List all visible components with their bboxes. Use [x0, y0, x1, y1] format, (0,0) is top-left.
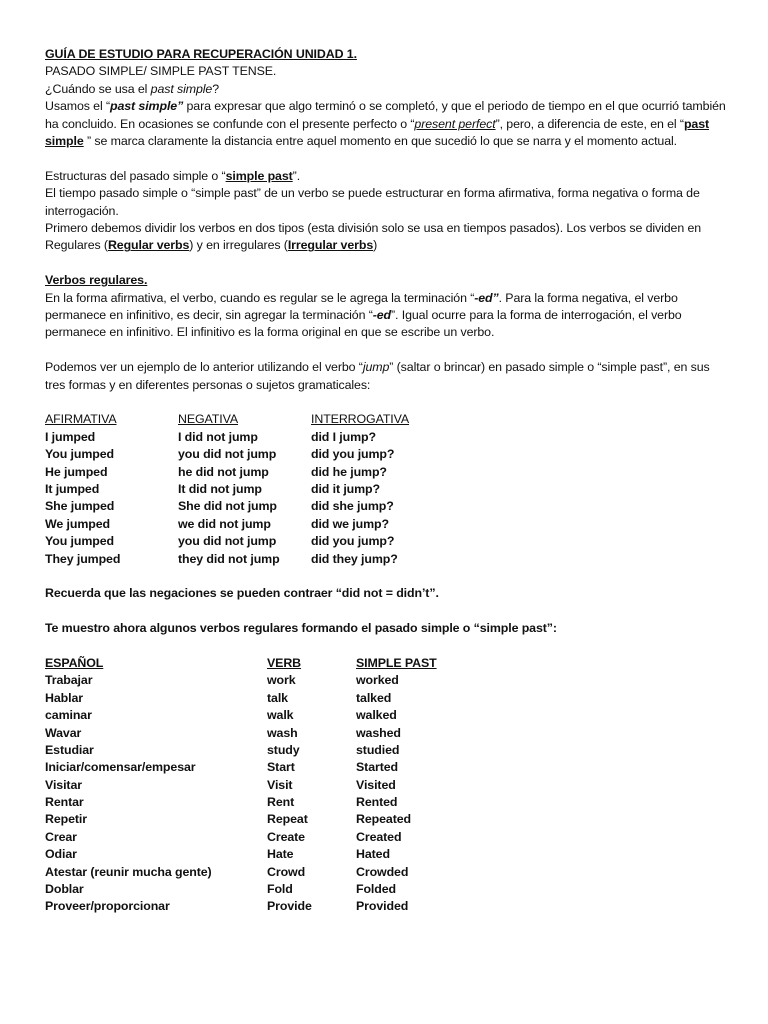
structures-b: ”. [292, 168, 301, 183]
conjugation-header-row [45, 411, 728, 428]
table-row [45, 516, 728, 533]
espanol-cell: Proveer/proporcionar [45, 899, 170, 914]
conjugation-header-negativa: NEGATIVA [178, 412, 239, 427]
table-row [45, 533, 728, 550]
structures-heading [45, 168, 728, 185]
afirmativa-cell: I jumped [45, 429, 96, 444]
table-row [45, 707, 728, 724]
table-row [45, 498, 728, 515]
interrogativa-cell: did I jump? [311, 429, 376, 444]
negativa-cell: we did not jump [178, 516, 271, 531]
table-row [45, 446, 728, 463]
jump-p2-b: ” (saltar o brincar) en pasado simple o “simple past”, en sus tres formas y en diferentes personas o sujetos gramaticales: [45, 360, 710, 392]
structures-a: Estructuras del pasado simple o “ [45, 168, 226, 183]
espanol-cell: Estudiar [45, 742, 94, 757]
afirmativa-cell: We jumped [45, 516, 110, 531]
negativa-cell: I did not jump [178, 429, 258, 444]
intro-t1: Usamos el “ [45, 99, 110, 114]
regular-p1-c: ”. Igual ocurre para la forma de interrogación, el verbo permanece en infinitivo. El infinitivo es la forma original en que se escribe un verbo. [45, 308, 682, 340]
intro-past-simple-2: past simple [45, 116, 710, 149]
regular-p1-b: . Para la forma negativa, el verbo permanece en infinitivo, es decir, sin agregar la terminación “ [45, 290, 678, 323]
intro-present-perfect: present perfect [414, 116, 496, 131]
document-subtitle: PASADO SIMPLE/ SIMPLE PAST TENSE. [45, 64, 277, 79]
espanol-cell: Doblar [45, 882, 84, 897]
irregular-verbs-label: Irregular verbs [287, 238, 374, 253]
intro-paragraph [45, 98, 728, 150]
table-row [45, 672, 728, 689]
verb-cell: Repeat [267, 812, 308, 827]
interrogativa-cell: did you jump? [311, 447, 395, 462]
afirmativa-cell: It jumped [45, 482, 100, 497]
table-row [45, 464, 728, 481]
conjugation-table [45, 411, 728, 568]
simple-past-cell: Repeated [356, 812, 411, 827]
negativa-cell: they did not jump [178, 551, 280, 566]
table-row [45, 759, 728, 776]
verbs-header-espanol: ESPAÑOL [45, 655, 104, 670]
afirmativa-cell: You jumped [45, 534, 114, 549]
verb-cell: Fold [267, 882, 293, 897]
table-row [45, 829, 728, 846]
simple-past-cell: walked [356, 708, 397, 723]
verb-cell: Rent [267, 795, 295, 810]
simple-past-cell: Hated [356, 847, 390, 862]
verbs-table [45, 655, 728, 916]
interrogativa-cell: did you jump? [311, 534, 395, 549]
espanol-cell: Odiar [45, 847, 77, 862]
verb-cell: work [267, 673, 296, 688]
table-row [45, 881, 728, 898]
structures-simple-past: simple past [225, 168, 293, 183]
contraction-a: Recuerda que las negaciones se pueden contraer “did not = [45, 586, 397, 601]
afirmativa-cell: They jumped [45, 551, 121, 566]
contraction-note [45, 585, 728, 602]
negativa-cell: It did not jump [178, 482, 262, 497]
verbs-header-simple-past: SIMPLE PAST [356, 655, 437, 670]
table-row [45, 898, 728, 915]
espanol-cell: Trabajar [45, 673, 93, 688]
question-em: past simple [150, 81, 213, 96]
regular-ed-suffix-2: -ed [372, 308, 392, 323]
table-row [45, 811, 728, 828]
verb-types-paragraph [45, 220, 728, 255]
table-row [45, 846, 728, 863]
interrogativa-cell: did he jump? [311, 464, 387, 479]
simple-past-cell: worked [356, 673, 399, 688]
question-line [45, 81, 728, 98]
verb-cell: Hate [267, 847, 294, 862]
contraction-didnt: didn’t [396, 586, 430, 601]
verbs-header-verb: VERB [267, 655, 302, 670]
negativa-cell: he did not jump [178, 464, 269, 479]
table-row [45, 690, 728, 707]
verb-types-b: ) y en irregulares ( [189, 238, 288, 253]
espanol-cell: Rentar [45, 795, 84, 810]
espanol-cell: Wavar [45, 725, 82, 740]
espanol-cell: Crear [45, 829, 77, 844]
espanol-cell: Iniciar/comensar/empesar [45, 760, 196, 775]
espanol-cell: Atestar (reunir mucha gente) [45, 864, 212, 879]
verb-cell: Provide [267, 899, 312, 914]
table-row [45, 864, 728, 881]
document-title: GUÍA DE ESTUDIO PARA RECUPERACIÓN UNIDAD 1. [45, 47, 357, 61]
regular-verbs-label: Regular verbs [107, 238, 190, 253]
simple-past-cell: Started [356, 760, 398, 775]
jump-p2-a: Podemos ver un ejemplo de lo anterior utilizando el verbo “ [45, 360, 363, 375]
regular-p1-a: En la forma afirmativa, el verbo, cuando es regular se le agrega la terminación “ [45, 290, 475, 305]
negativa-cell: you did not jump [178, 534, 277, 549]
examples-intro: Te muestro ahora algunos verbos regulares formando el pasado simple o “simple past”: [45, 621, 557, 636]
verb-cell: Crowd [267, 864, 306, 879]
table-row [45, 551, 728, 568]
intro-t3: ”, pero, a diferencia de este, en el “ [495, 116, 684, 131]
regular-verbs-heading: Verbos regulares. [45, 273, 148, 288]
table-row [45, 725, 728, 742]
simple-past-cell: Created [356, 829, 402, 844]
simple-past-cell: Rented [356, 795, 398, 810]
simple-past-cell: Folded [356, 882, 397, 897]
contraction-c: ”. [429, 586, 439, 601]
verb-cell: walk [267, 708, 294, 723]
conjugation-header-afirmativa: AFIRMATIVA [45, 412, 117, 427]
interrogativa-cell: did we jump? [311, 516, 389, 531]
simple-past-cell: Visited [356, 777, 396, 792]
verb-types-c: ) [373, 238, 378, 253]
question-start: ¿Cuándo se usa el [45, 81, 151, 96]
intro-t4: ” se marca claramente la distancia entre aquel momento en que sucedió lo que se narra y el momento actual. [83, 134, 677, 149]
afirmativa-cell: He jumped [45, 464, 108, 479]
structures-paragraph: El tiempo pasado simple o “simple past” de un verbo se puede estructurar en forma afirmativa, forma negativa o forma de interrogación. [45, 186, 700, 218]
afirmativa-cell: You jumped [45, 447, 114, 462]
table-row [45, 742, 728, 759]
verb-cell: Create [267, 829, 305, 844]
afirmativa-cell: She jumped [45, 499, 115, 514]
table-row [45, 777, 728, 794]
espanol-cell: Hablar [45, 690, 83, 705]
jump-word: jump [362, 360, 390, 375]
interrogativa-cell: did they jump? [311, 551, 398, 566]
regular-ed-suffix: -ed” [474, 290, 499, 305]
simple-past-cell: talked [356, 690, 392, 705]
simple-past-cell: washed [356, 725, 401, 740]
verb-cell: study [267, 742, 300, 757]
simple-past-cell: studied [356, 742, 400, 757]
intro-t2: para expresar que algo terminó o se completó, y que el periodo de tiempo en el que ocurrió también ha concluido. En ocasiones se confunde con el presente perfecto o “ [45, 99, 726, 131]
espanol-cell: Visitar [45, 777, 82, 792]
espanol-cell: Repetir [45, 812, 87, 827]
question-end: ? [212, 81, 220, 96]
negativa-cell: She did not jump [178, 499, 277, 514]
intro-past-simple: past simple” [110, 99, 184, 114]
negativa-cell: you did not jump [178, 447, 277, 462]
table-row [45, 429, 728, 446]
regular-verbs-paragraph [45, 290, 728, 342]
verb-cell: Start [267, 760, 295, 775]
simple-past-cell: Crowded [356, 864, 409, 879]
simple-past-cell: Provided [356, 899, 409, 914]
verb-cell: talk [267, 690, 288, 705]
interrogativa-cell: did it jump? [311, 482, 380, 497]
verb-cell: Visit [267, 777, 293, 792]
jump-example-paragraph [45, 359, 728, 394]
espanol-cell: caminar [45, 708, 92, 723]
verb-cell: wash [267, 725, 298, 740]
verbs-header-row [45, 655, 728, 672]
table-row [45, 794, 728, 811]
verb-types-a: Primero debemos dividir los verbos en dos tipos (esta división solo se usa en tiempos pasados). Los verbos se dividen en Regulares ( [45, 221, 702, 253]
conjugation-header-interrogativa: INTERROGATIVA [311, 412, 410, 427]
table-row [45, 481, 728, 498]
interrogativa-cell: did she jump? [311, 499, 394, 514]
